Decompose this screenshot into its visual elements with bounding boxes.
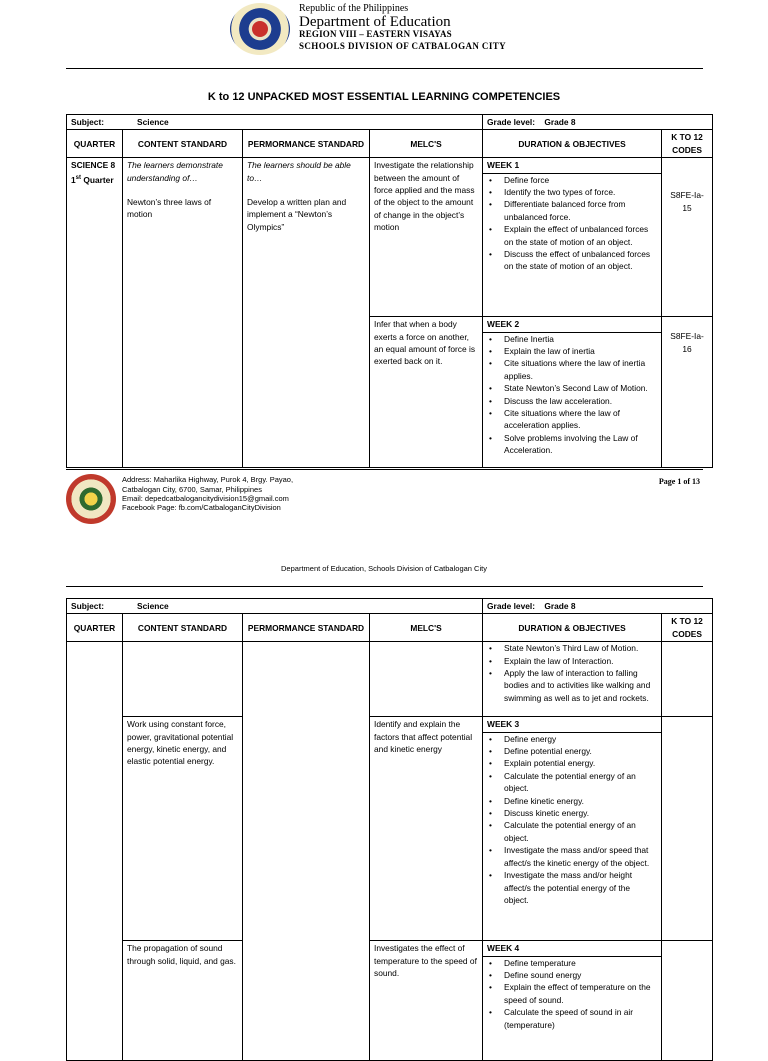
- page-number: Page 1 of 13: [658, 477, 700, 486]
- melc-table-page-1: [66, 114, 713, 468]
- objective-list: [487, 957, 657, 1031]
- objective-item: • Define kinetic energy.: [487, 795, 657, 807]
- col-k12-codes: K TO 12 CODES: [662, 130, 713, 158]
- melc-cell: [370, 642, 483, 717]
- objective-item: • Solve problems involving the Law of Acceleration.: [487, 432, 657, 457]
- col-performance-standard: PERMORMANCE STANDARD: [243, 130, 370, 158]
- melc-cell: Investigates the effect of temperature to the speed of sound.: [370, 941, 483, 1061]
- header-republic: Republic of the Philippines: [299, 3, 409, 14]
- objective-item: • Apply the law of interaction to falling bodies and to activities like walking and swimming as well as to jet and rockets.: [487, 667, 657, 704]
- content-intro: The learners demonstrate understanding of…: [127, 160, 223, 183]
- objective-item: • Cite situations where the law of acceleration applies.: [487, 407, 657, 432]
- col-performance-standard: PERMORMANCE STANDARD: [243, 614, 370, 642]
- subject-label: Subject:: [71, 117, 105, 127]
- footer-address-1: Address: Maharlika Highway, Purok 4, Brgy. Payao,: [122, 475, 294, 484]
- objective-item: • Explain the law of inertia: [487, 345, 657, 357]
- footer-address-2: Catbalogan City, 6700, Samar, Philippines: [122, 485, 262, 494]
- objectives-cell: [483, 941, 662, 1061]
- objective-item: • Define sound energy: [487, 969, 657, 981]
- objective-item: • Cite situations where the law of inertia applies.: [487, 357, 657, 382]
- table-row: [67, 158, 713, 317]
- objective-item: • Explain potential energy.: [487, 757, 657, 769]
- quarter-subject: SCIENCE 8: [71, 160, 116, 171]
- col-melcs: MELC'S: [370, 614, 483, 642]
- grade-label: Grade level:: [487, 117, 535, 127]
- grade-cell: [483, 599, 713, 614]
- performance-text: Develop a written plan and implement a “Newton’s Olympics”: [247, 197, 347, 232]
- week-label: WEEK 2: [483, 317, 661, 332]
- melc-cell: Identify and explain the factors that affect potential and kinetic energy: [370, 717, 483, 941]
- performance-standard-cell: [243, 642, 370, 1061]
- melc-cell: Infer that when a body exerts a force on another, an equal amount of force is exerted back on it.: [370, 317, 483, 468]
- header-division: SCHOOLS DIVISION OF CATBALOGAN CITY: [299, 41, 507, 51]
- objective-item: • Discuss the law acceleration.: [487, 395, 657, 407]
- melc-table-page-2: [66, 598, 713, 1061]
- grade-cell: [483, 115, 713, 130]
- page-2-header: Department of Education, Schools Division of Catbalogan City: [281, 564, 487, 573]
- week-label: WEEK 4: [483, 941, 661, 956]
- objective-item: • State Newton’s Second Law of Motion.: [487, 382, 657, 394]
- k12-code: [662, 717, 713, 941]
- col-quarter: QUARTER: [67, 130, 123, 158]
- page-2-rule: [66, 586, 703, 587]
- objective-item: • Explain the effect of unbalanced forces on the state of motion of an object.: [487, 223, 657, 248]
- subject-cell: [67, 599, 483, 614]
- k12-code: S8FE-Ia-16: [662, 317, 713, 468]
- k12-code: [662, 642, 713, 717]
- objectives-cell: [483, 642, 662, 717]
- table-row: [67, 642, 713, 717]
- grade-label: Grade level:: [487, 601, 535, 611]
- objective-item: • Identify the two types of force.: [487, 186, 657, 198]
- quarter-cell: [67, 158, 123, 468]
- objective-item: • Define temperature: [487, 957, 657, 969]
- col-content-standard: CONTENT STANDARD: [123, 614, 243, 642]
- header-region: REGION VIII – EASTERN VISAYAS: [299, 29, 452, 39]
- subject-value: Science: [137, 601, 169, 611]
- objective-item: • Discuss kinetic energy.: [487, 807, 657, 819]
- objective-list: [487, 733, 657, 907]
- content-standard-cell: The propagation of sound through solid, liquid, and gas.: [123, 941, 243, 1061]
- grade-value: Grade 8: [544, 117, 576, 127]
- division-seal-logo: [66, 474, 116, 524]
- quarter-label: 1st Quarter: [71, 174, 114, 185]
- footer-rule: [66, 469, 703, 470]
- column-header-row: [67, 614, 713, 642]
- objective-item: • Define force: [487, 174, 657, 186]
- subject-row: [67, 599, 713, 614]
- content-topic: Newton’s three laws of motion: [127, 197, 212, 220]
- k12-code: S8FE-Ia-15: [662, 158, 713, 317]
- performance-standard-cell: [243, 158, 370, 468]
- objective-item: • Define Inertia: [487, 333, 657, 345]
- objectives-cell: [483, 317, 662, 468]
- subject-row: [67, 115, 713, 130]
- objective-item: • Differentiate balanced force from unbalanced force.: [487, 198, 657, 223]
- content-standard-cell: [123, 158, 243, 468]
- week-label: WEEK 1: [483, 158, 661, 173]
- col-duration-objectives: DURATION & OBJECTIVES: [483, 130, 662, 158]
- subject-cell: [67, 115, 483, 130]
- content-standard-cell: [123, 642, 243, 717]
- subject-label: Subject:: [71, 601, 105, 611]
- melc-cell: Investigate the relationship between the amount of force applied and the mass of the object to the amount of change in the object’s motion: [370, 158, 483, 317]
- objective-item: • Calculate the speed of sound in air (temperature): [487, 1006, 657, 1031]
- deped-seal-logo: [230, 3, 290, 55]
- objective-item: • Define potential energy.: [487, 745, 657, 757]
- objective-item: • Calculate the potential energy of an object.: [487, 770, 657, 795]
- quarter-cell: [67, 642, 123, 1061]
- objectives-cell: [483, 717, 662, 941]
- footer-facebook: Facebook Page: fb.com/CatbaloganCityDivision: [122, 503, 281, 512]
- document-title: K to 12 UNPACKED MOST ESSENTIAL LEARNING COMPETENCIES: [207, 91, 561, 103]
- col-melcs: MELC'S: [370, 130, 483, 158]
- objective-item: • Discuss the effect of unbalanced forces on the state of motion of an object.: [487, 248, 657, 273]
- col-quarter: QUARTER: [67, 614, 123, 642]
- header-department: Department of Education: [299, 14, 451, 30]
- col-k12-codes: K TO 12 CODES: [662, 614, 713, 642]
- week-label: WEEK 3: [483, 717, 661, 732]
- table-row: [67, 717, 713, 941]
- objective-item: • Calculate the potential energy of an object.: [487, 819, 657, 844]
- objective-list: [487, 174, 657, 273]
- objective-list: [487, 642, 657, 704]
- table-row: [67, 941, 713, 1061]
- objectives-cell: [483, 158, 662, 317]
- objective-item: • Explain the effect of temperature on the speed of sound.: [487, 981, 657, 1006]
- column-header-row: [67, 130, 713, 158]
- header-rule: [66, 68, 703, 69]
- objective-item: • Investigate the mass and/or height affect/s the potential energy of the object.: [487, 869, 657, 906]
- footer-email: Email: depedcatbalogancitydivision15@gmail.com: [122, 494, 289, 503]
- objective-list: [487, 333, 657, 457]
- objective-item: • Investigate the mass and/or speed that affect/s the kinetic energy of the object.: [487, 844, 657, 869]
- content-standard-cell: Work using constant force, power, gravitational potential energy, kinetic energy, and elastic potential energy.: [123, 717, 243, 941]
- objective-item: • State Newton’s Third Law of Motion.: [487, 642, 657, 654]
- subject-value: Science: [137, 117, 169, 127]
- k12-code: [662, 941, 713, 1061]
- objective-item: • Explain the law of Interaction.: [487, 655, 657, 667]
- objective-item: • Define energy: [487, 733, 657, 745]
- col-content-standard: CONTENT STANDARD: [123, 130, 243, 158]
- performance-intro: The learners should be able to…: [247, 160, 351, 183]
- col-duration-objectives: DURATION & OBJECTIVES: [483, 614, 662, 642]
- grade-value: Grade 8: [544, 601, 576, 611]
